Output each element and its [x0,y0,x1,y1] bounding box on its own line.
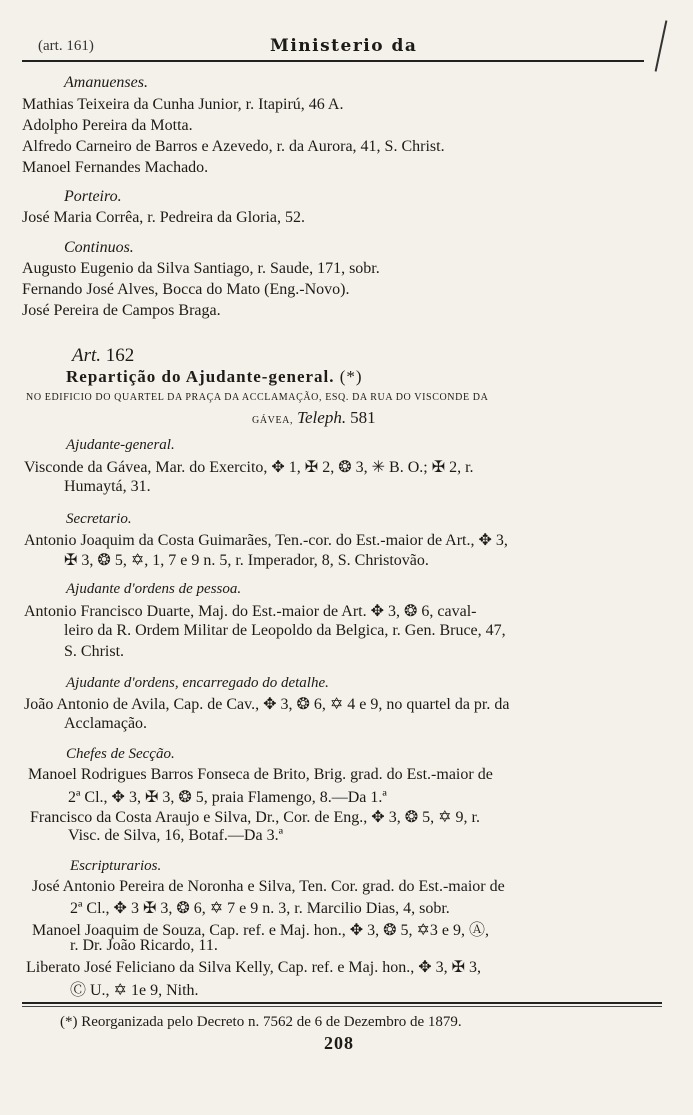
footnote: (*) Reorganizada pelo Decreto n. 7562 de 6 de Dezembro de 1879. [60,1014,462,1030]
entry-line: r. Dr. João Ricardo, 11. [70,937,218,954]
entry-line: João Antonio de Avila, Cap. de Cav., ✥ 3, ❂ 6, ✡ 4 e 9, no quartel da pr. da [24,696,510,713]
entry-line: Francisco da Costa Araujo e Silva, Dr., Cor. de Eng., ✥ 3, ❂ 5, ✡ 9, r. [30,809,480,826]
article-label: Art. [72,345,102,366]
entry-line: Antonio Francisco Duarte, Maj. do Est.-maior de Art. ✥ 3, ❂ 6, caval- [24,603,477,620]
footnote-rule [22,1002,662,1004]
entry-line: José Pereira de Campos Braga. [22,302,221,319]
entry-line: Manoel Rodrigues Barros Fonseca de Brito, Brig. grad. do Est.-maior de [28,766,493,783]
entry-line: Mathias Teixeira da Cunha Junior, r. Itapirú, 46 A. [22,96,344,113]
entry-line: Manoel Joaquim de Souza, Cap. ref. e Maj. hon., ✥ 3, ❂ 5, ✡3 e 9, Ⓐ, [32,922,490,939]
article-address: NO EDIFICIO DO QUARTEL DA PRAÇA DA ACCLAMAÇÃO, ESQ. DA RUA DO VISCONDE DA [26,392,489,403]
entry-line: ✠ 3, ❂ 5, ✡, 1, 7 e 9 n. 5, r. Imperador, 8, S. Christovão. [64,552,429,569]
header-article-ref: (art. 161) [38,38,94,54]
entry-line: Manoel Fernandes Machado. [22,159,209,176]
header-rule [22,60,644,62]
entry-line: 2ª Cl., ✥ 3, ✠ 3, ❂ 5, praia Flamengo, 8.—Da 1.ª [68,789,387,806]
heading-porteiro: Porteiro. [64,188,122,205]
footnote-ref: (*) [339,367,363,386]
entry-line: Augusto Eugenio da Silva Santiago, r. Saude, 171, sobr. [22,260,380,277]
entry-line: Visc. de Silva, 16, Botaf.—Da 3.ª [68,827,283,844]
article-title-line [66,367,363,387]
entry-line: Alfredo Carneiro de Barros e Azevedo, r. da Aurora, 41, S. Christ. [22,138,445,155]
entry-line: Ⓒ U., ✡ 1e 9, Nith. [70,982,199,999]
address-end: GÁVEA, [252,415,294,426]
heading-ajudante-ordens-detalhe: Ajudante d'ordens, encarregado do detalhe. [66,675,329,691]
teleph-number: 581 [350,408,376,427]
entry-line: S. Christ. [64,643,125,660]
article-title: Repartição do Ajudante-general. [66,367,335,386]
heading-ajudante-general: Ajudante-general. [66,437,175,453]
entry-line: José Antonio Pereira de Noronha e Silva, Ten. Cor. grad. do Est.-maior de [32,878,505,895]
entry-line: Liberato José Feliciano da Silva Kelly, Cap. ref. e Maj. hon., ✥ 3, ✠ 3, [26,959,482,976]
entry-line: 2ª Cl., ✥ 3 ✠ 3, ❂ 6, ✡ 7 e 9 n. 3, r. Marcilio Dias, 4, sobr. [70,900,450,917]
article-address-cont [252,408,376,428]
heading-escripturarios: Escripturarios. [70,858,162,874]
entry-line: Adolpho Pereira da Motta. [22,117,193,134]
heading-chefes-seccao: Chefes de Secção. [66,746,175,762]
entry-line: Antonio Joaquim da Costa Guimarães, Ten.-cor. do Est.-maior de Art., ✥ 3, [24,532,508,549]
entry-line: leiro da R. Ordem Militar de Leopoldo da Belgica, r. Gen. Bruce, 47, [64,622,506,639]
teleph-label: Teleph. [297,408,347,427]
running-header [0,34,693,58]
heading-ajudante-ordens-pessoa: Ajudante d'ordens de pessoa. [66,581,242,597]
heading-continuos: Continuos. [64,239,134,256]
heading-amanuenses: Amanuenses. [64,74,148,91]
entry-line: Visconde da Gávea, Mar. do Exercito, ✥ 1, ✠ 2, ❂ 3, ✳ B. O.; ✠ 2, r. [24,459,474,476]
page-number: 208 [324,1033,354,1053]
entry-line: Fernando José Alves, Bocca do Mato (Eng.-Novo). [22,281,350,298]
footnote-rule-thin [22,1006,662,1007]
header-title: Ministerio da [270,36,418,56]
article-heading [72,345,134,367]
entry-line: Acclamação. [64,715,148,732]
heading-secretario: Secretario. [66,511,132,527]
entry-line: Humaytá, 31. [64,478,151,495]
article-number: 162 [105,345,135,366]
entry-line: José Maria Corrêa, r. Pedreira da Gloria, 52. [22,209,306,226]
